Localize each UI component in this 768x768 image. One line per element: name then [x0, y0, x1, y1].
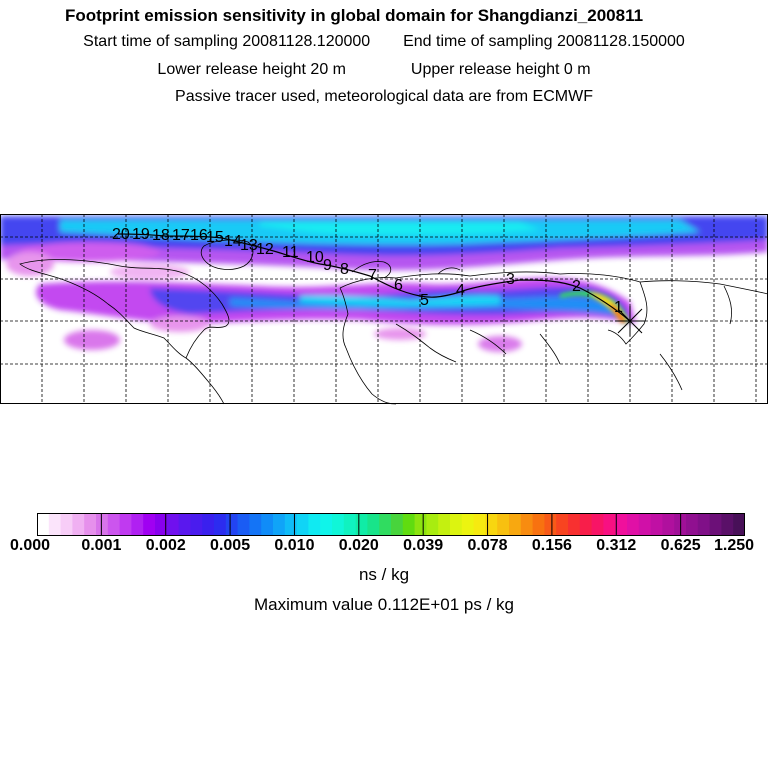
colorbar-tick-label: 1.250 — [713, 537, 755, 554]
colorbar-tick-labels — [0, 537, 768, 561]
colorbar-cell — [391, 513, 403, 536]
start-time-value: 20081128.120000 — [242, 33, 371, 50]
colorbar-cell — [521, 513, 533, 536]
trajectory-label: 20 — [112, 226, 130, 243]
colorbar-cell — [509, 513, 521, 536]
trajectory-label: 5 — [420, 292, 429, 309]
trajectory-label: 15 — [206, 229, 224, 246]
maximum-value: 0.112E+01 ps / kg — [377, 595, 515, 614]
colorbar-cell — [733, 513, 745, 536]
colorbar-tick-label: 0.312 — [596, 537, 637, 554]
colorbar-cell — [214, 513, 226, 536]
colorbar-cell — [533, 513, 545, 536]
colorbar-cell — [179, 513, 191, 536]
upper-height-label: Upper release height — [410, 61, 560, 78]
colorbar-cell — [462, 513, 474, 536]
sampling-time-line — [0, 33, 768, 51]
upper-height-value: 0 m — [563, 61, 591, 78]
plot-title: Footprint emission sensitivity in global domain for Shangdianzi_200811 — [64, 6, 644, 25]
colorbar-cell — [167, 513, 179, 536]
trajectory-label: 19 — [132, 226, 150, 243]
colorbar-cell — [403, 513, 415, 536]
colorbar-cell — [474, 513, 486, 536]
colorbar-cell — [61, 513, 73, 536]
colorbar-tick-label: 0.001 — [81, 537, 122, 554]
colorbar-cell — [320, 513, 332, 536]
colorbar-tick-label: 0.010 — [274, 537, 315, 554]
colorbar-cell — [49, 513, 61, 536]
trajectory-label: 8 — [340, 261, 349, 278]
colorbar-cell — [273, 513, 285, 536]
colorbar-cell — [580, 513, 592, 536]
colorbar-cell — [344, 513, 356, 536]
colorbar-cell — [651, 513, 663, 536]
colorbar-cell — [285, 513, 297, 536]
colorbar-cell — [497, 513, 509, 536]
trajectory-label: 2 — [572, 278, 581, 295]
release-height-line — [0, 61, 758, 79]
colorbar-cell — [568, 513, 580, 536]
end-time-label: End time of sampling — [403, 33, 553, 50]
colorbar-cell — [438, 513, 450, 536]
colorbar-cell — [603, 513, 615, 536]
trajectory-label: 16 — [190, 227, 208, 244]
trajectory-label: 1 — [614, 299, 623, 316]
colorbar-cell — [84, 513, 96, 536]
colorbar-tick-label: 0.000 — [9, 537, 51, 554]
colorbar-cell — [37, 513, 49, 536]
colorbar-tick-label: 0.156 — [531, 537, 572, 554]
start-time-label: Start time of sampling — [83, 33, 238, 50]
colorbar-cell — [662, 513, 674, 536]
colorbar-cell — [190, 513, 202, 536]
colorbar-cell — [72, 513, 84, 536]
colorbar-cell — [544, 513, 556, 536]
colorbar-tick-label: 0.625 — [660, 537, 701, 554]
trajectory-label: 6 — [394, 277, 403, 294]
colorbar-tick-label: 0.020 — [338, 537, 379, 554]
colorbar-cell — [627, 513, 639, 536]
colorbar-cell — [556, 513, 568, 536]
colorbar-cell — [120, 513, 132, 536]
colorbar-cell — [202, 513, 214, 536]
trajectory-label: 17 — [172, 227, 190, 244]
colorbar-cell — [379, 513, 391, 536]
colorbar-tick-label: 0.002 — [145, 537, 186, 554]
trajectory-label: 4 — [456, 282, 465, 299]
lower-height-value: 20 m — [310, 61, 346, 78]
trajectory-label: 10 — [306, 249, 324, 266]
colorbar-cell — [356, 513, 368, 536]
end-time-value: 20081128.150000 — [556, 33, 685, 50]
trajectory-label: 18 — [152, 227, 170, 244]
colorbar-cell — [308, 513, 320, 536]
colorbar-cell — [261, 513, 273, 536]
colorbar-cell — [332, 513, 344, 536]
colorbar-cell — [249, 513, 261, 536]
trajectory-label: 14 — [224, 233, 242, 250]
trajectory-label: 12 — [256, 241, 274, 258]
footprint-map — [0, 214, 768, 406]
trajectory-label: 3 — [506, 271, 515, 288]
trajectory-label: 11 — [282, 244, 299, 261]
colorbar-units: ns / kg — [358, 565, 410, 584]
colorbar-tick-label: 0.078 — [467, 537, 508, 554]
colorbar-cell — [450, 513, 462, 536]
trajectory-label: 13 — [240, 237, 258, 254]
colorbar-cell — [415, 513, 427, 536]
colorbar-cell — [426, 513, 438, 536]
colorbar-tick-label: 0.039 — [403, 537, 444, 554]
colorbar-cell — [639, 513, 651, 536]
colorbar-cell — [367, 513, 379, 536]
colorbar — [37, 513, 745, 537]
colorbar-cell — [698, 513, 710, 536]
maximum-value-line — [0, 595, 768, 615]
colorbar-cell — [721, 513, 733, 536]
maximum-value-label: Maximum value — [253, 595, 374, 614]
colorbar-cell — [686, 513, 698, 536]
tracer-note: Passive tracer used, meteorological data are from ECMWF — [175, 88, 593, 105]
trajectory-label: 9 — [323, 257, 332, 274]
colorbar-tick-label: 0.005 — [210, 537, 251, 554]
lower-height-label: Lower release height — [157, 61, 306, 78]
colorbar-cell — [143, 513, 155, 536]
trajectory-label: 7 — [368, 267, 377, 284]
colorbar-cell — [131, 513, 143, 536]
colorbar-cell — [615, 513, 627, 536]
colorbar-cell — [96, 513, 108, 536]
colorbar-cell — [226, 513, 238, 536]
colorbar-cell — [592, 513, 604, 536]
colorbar-cell — [710, 513, 722, 536]
colorbar-cell — [297, 513, 309, 536]
colorbar-cell — [108, 513, 120, 536]
colorbar-cell — [238, 513, 250, 536]
